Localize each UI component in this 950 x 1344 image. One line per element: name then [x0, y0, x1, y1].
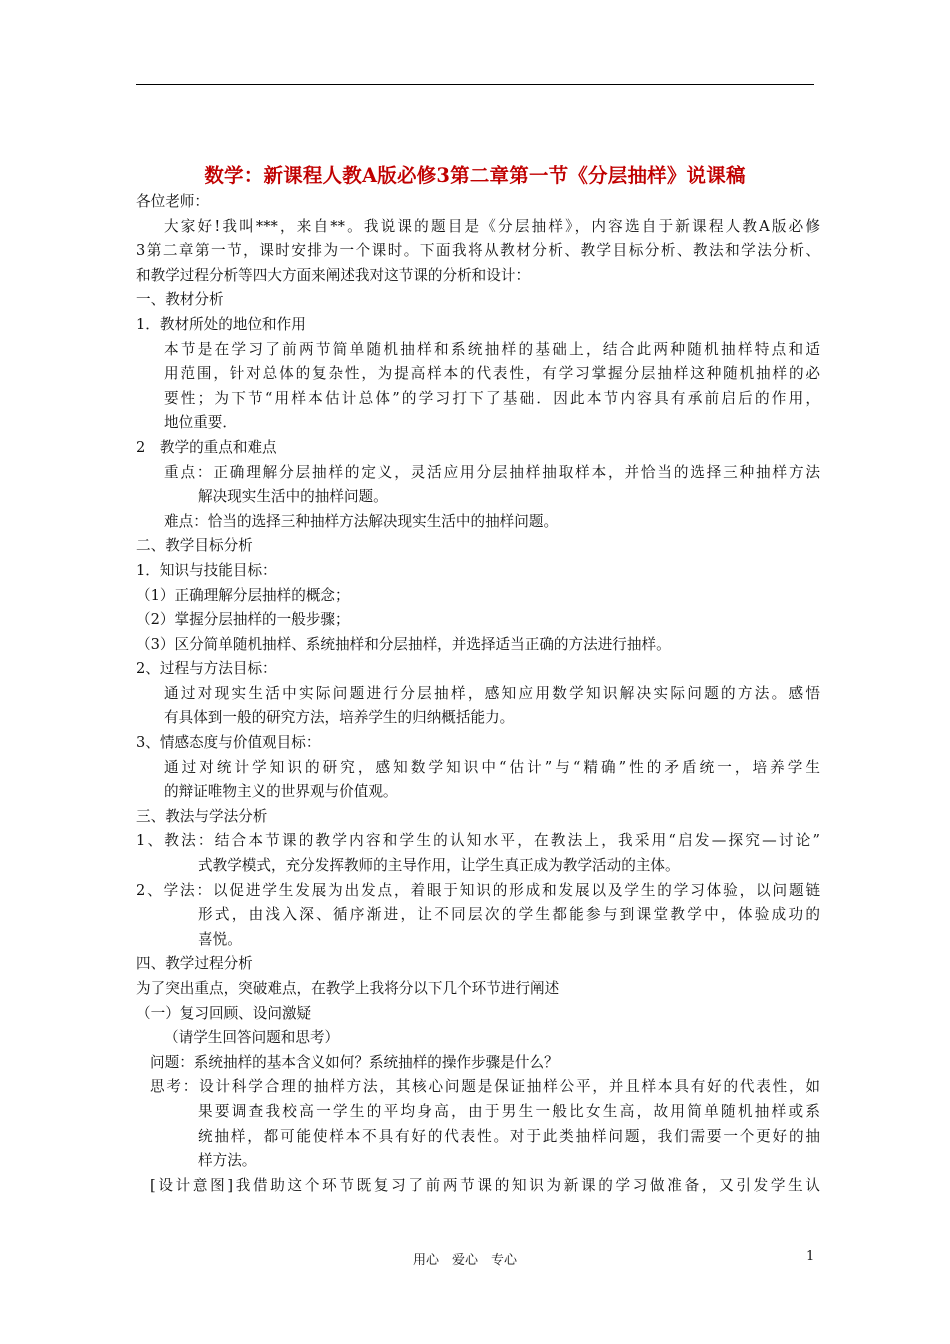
text-line: 2 教学的重点和难点	[136, 438, 277, 456]
text-line: 各位老师：	[136, 193, 209, 210]
page-number: 1	[806, 1249, 815, 1264]
text-line: 为了突出重点，突破难点，在教学上我将分以下几个环节进行阐述	[136, 980, 560, 997]
text-line: 的辩证唯物主义的世界观与价值观。	[164, 783, 398, 801]
text-line: 1．教材所处的地位和作用	[136, 315, 306, 333]
text-line: 三、教法与学法分析	[136, 807, 268, 825]
text-line: 一、教材分析	[136, 291, 224, 309]
text-line: （1）正确理解分层抽样的概念；	[136, 586, 350, 604]
text-line: 和教学过程分析等四大方面来阐述我对这节课的分析和设计：	[136, 266, 531, 284]
header-rule	[136, 84, 814, 85]
text-line: 地位重要．	[164, 414, 237, 432]
text-line: 喜悦。	[198, 930, 242, 948]
text-line: 本节是在学习了前两节简单随机抽样和系统抽样的基础上，结合此两种随机抽样特点和适	[164, 340, 820, 358]
text-line: 大家好!我叫***，来自**。我说课的题目是《分层抽样》，内容选自于新课程人教A版必修	[164, 217, 820, 235]
text-line: 3第二章第一节，课时安排为一个课时。下面我将从教材分析、教学目标分析、教法和学法分析、	[136, 242, 820, 260]
text-line: 1．知识与技能目标：	[136, 561, 277, 579]
text-line: 统抽样，都可能使样本不具有好的代表性。对于此类抽样问题，我们需要一个更好的抽	[198, 1127, 820, 1145]
text-line: 二、教学目标分析	[136, 537, 253, 555]
text-line: 有具体到一般的研究方法，培养学生的归纳概括能力。	[164, 709, 515, 727]
text-line: 问题：系统抽样的基本含义如何？系统抽样的操作步骤是什么？	[150, 1053, 559, 1071]
text-line: 2、过程与方法目标：	[136, 660, 277, 678]
text-line: 用范围，针对总体的复杂性，为提高样本的代表性，有学习掌握分层抽样这种随机抽样的必	[164, 365, 820, 383]
text-line: （2）掌握分层抽样的一般步骤；	[136, 611, 350, 629]
text-line: 样方法。	[198, 1152, 257, 1170]
text-line: （一）复习回顾、设问激疑	[136, 1004, 312, 1022]
text-line: 思考：设计科学合理的抽样方法，其核心问题是保证抽样公平，并且样本具有好的代表性，如	[150, 1078, 820, 1096]
text-line: 3、情感态度与价值观目标：	[136, 734, 321, 752]
document-title: 数学：新课程人教A版必修3第二章第一节《分层抽样》说课稿	[204, 164, 746, 187]
text-line: （请学生回答问题和思考）	[164, 1029, 340, 1047]
text-line: 四、教学过程分析	[136, 955, 253, 973]
document-body	[136, 190, 820, 1198]
text-line: 1、教法：结合本节课的教学内容和学生的认知水平，在教法上，我采用“启发—探究—讨论”	[136, 832, 820, 850]
text-line: 通过对统计学知识的研究，感知数学知识中“估计”与“精确”性的矛盾统一，培养学生	[164, 758, 820, 776]
text-line: 重点：正确理解分层抽样的定义，灵活应用分层抽样抽取样本，并恰当的选择三种抽样方法	[164, 463, 820, 481]
text-line: 2、学法：以促进学生发展为出发点，着眼于知识的形成和发展以及学生的学习体验，以问题链	[136, 881, 820, 899]
footer-motto: 用心 爱心 专心	[412, 1253, 517, 1268]
text-line: 果要调查我校高一学生的平均身高，由于男生一般比女生高，故用简单随机抽样或系	[198, 1102, 820, 1120]
text-line: 式教学模式，充分发挥教师的主导作用，让学生真正成为教学活动的主体。	[198, 857, 680, 875]
text-line: 形式，由浅入深、循序渐进，让不同层次的学生都能参与到课堂教学中，体验成功的	[198, 906, 820, 924]
text-line: （3）区分简单随机抽样、系统抽样和分层抽样，并选择适当正确的方法进行抽样。	[136, 635, 671, 653]
text-line: 难点：恰当的选择三种抽样方法解决现实生活中的抽样问题。	[164, 512, 559, 530]
text-line: 解决现实生活中的抽样问题。	[198, 488, 388, 506]
text-line: [设计意图]我借助这个环节既复习了前两节课的知识为新课的学习做准备，又引发学生认	[150, 1176, 820, 1194]
text-line: 要性；为下节“用样本估计总体”的学习打下了基础．因此本节内容具有承前启后的作用，	[164, 389, 820, 407]
text-line: 通过对现实生活中实际问题进行分层抽样，感知应用数学知识解决实际问题的方法。感悟	[164, 684, 820, 702]
